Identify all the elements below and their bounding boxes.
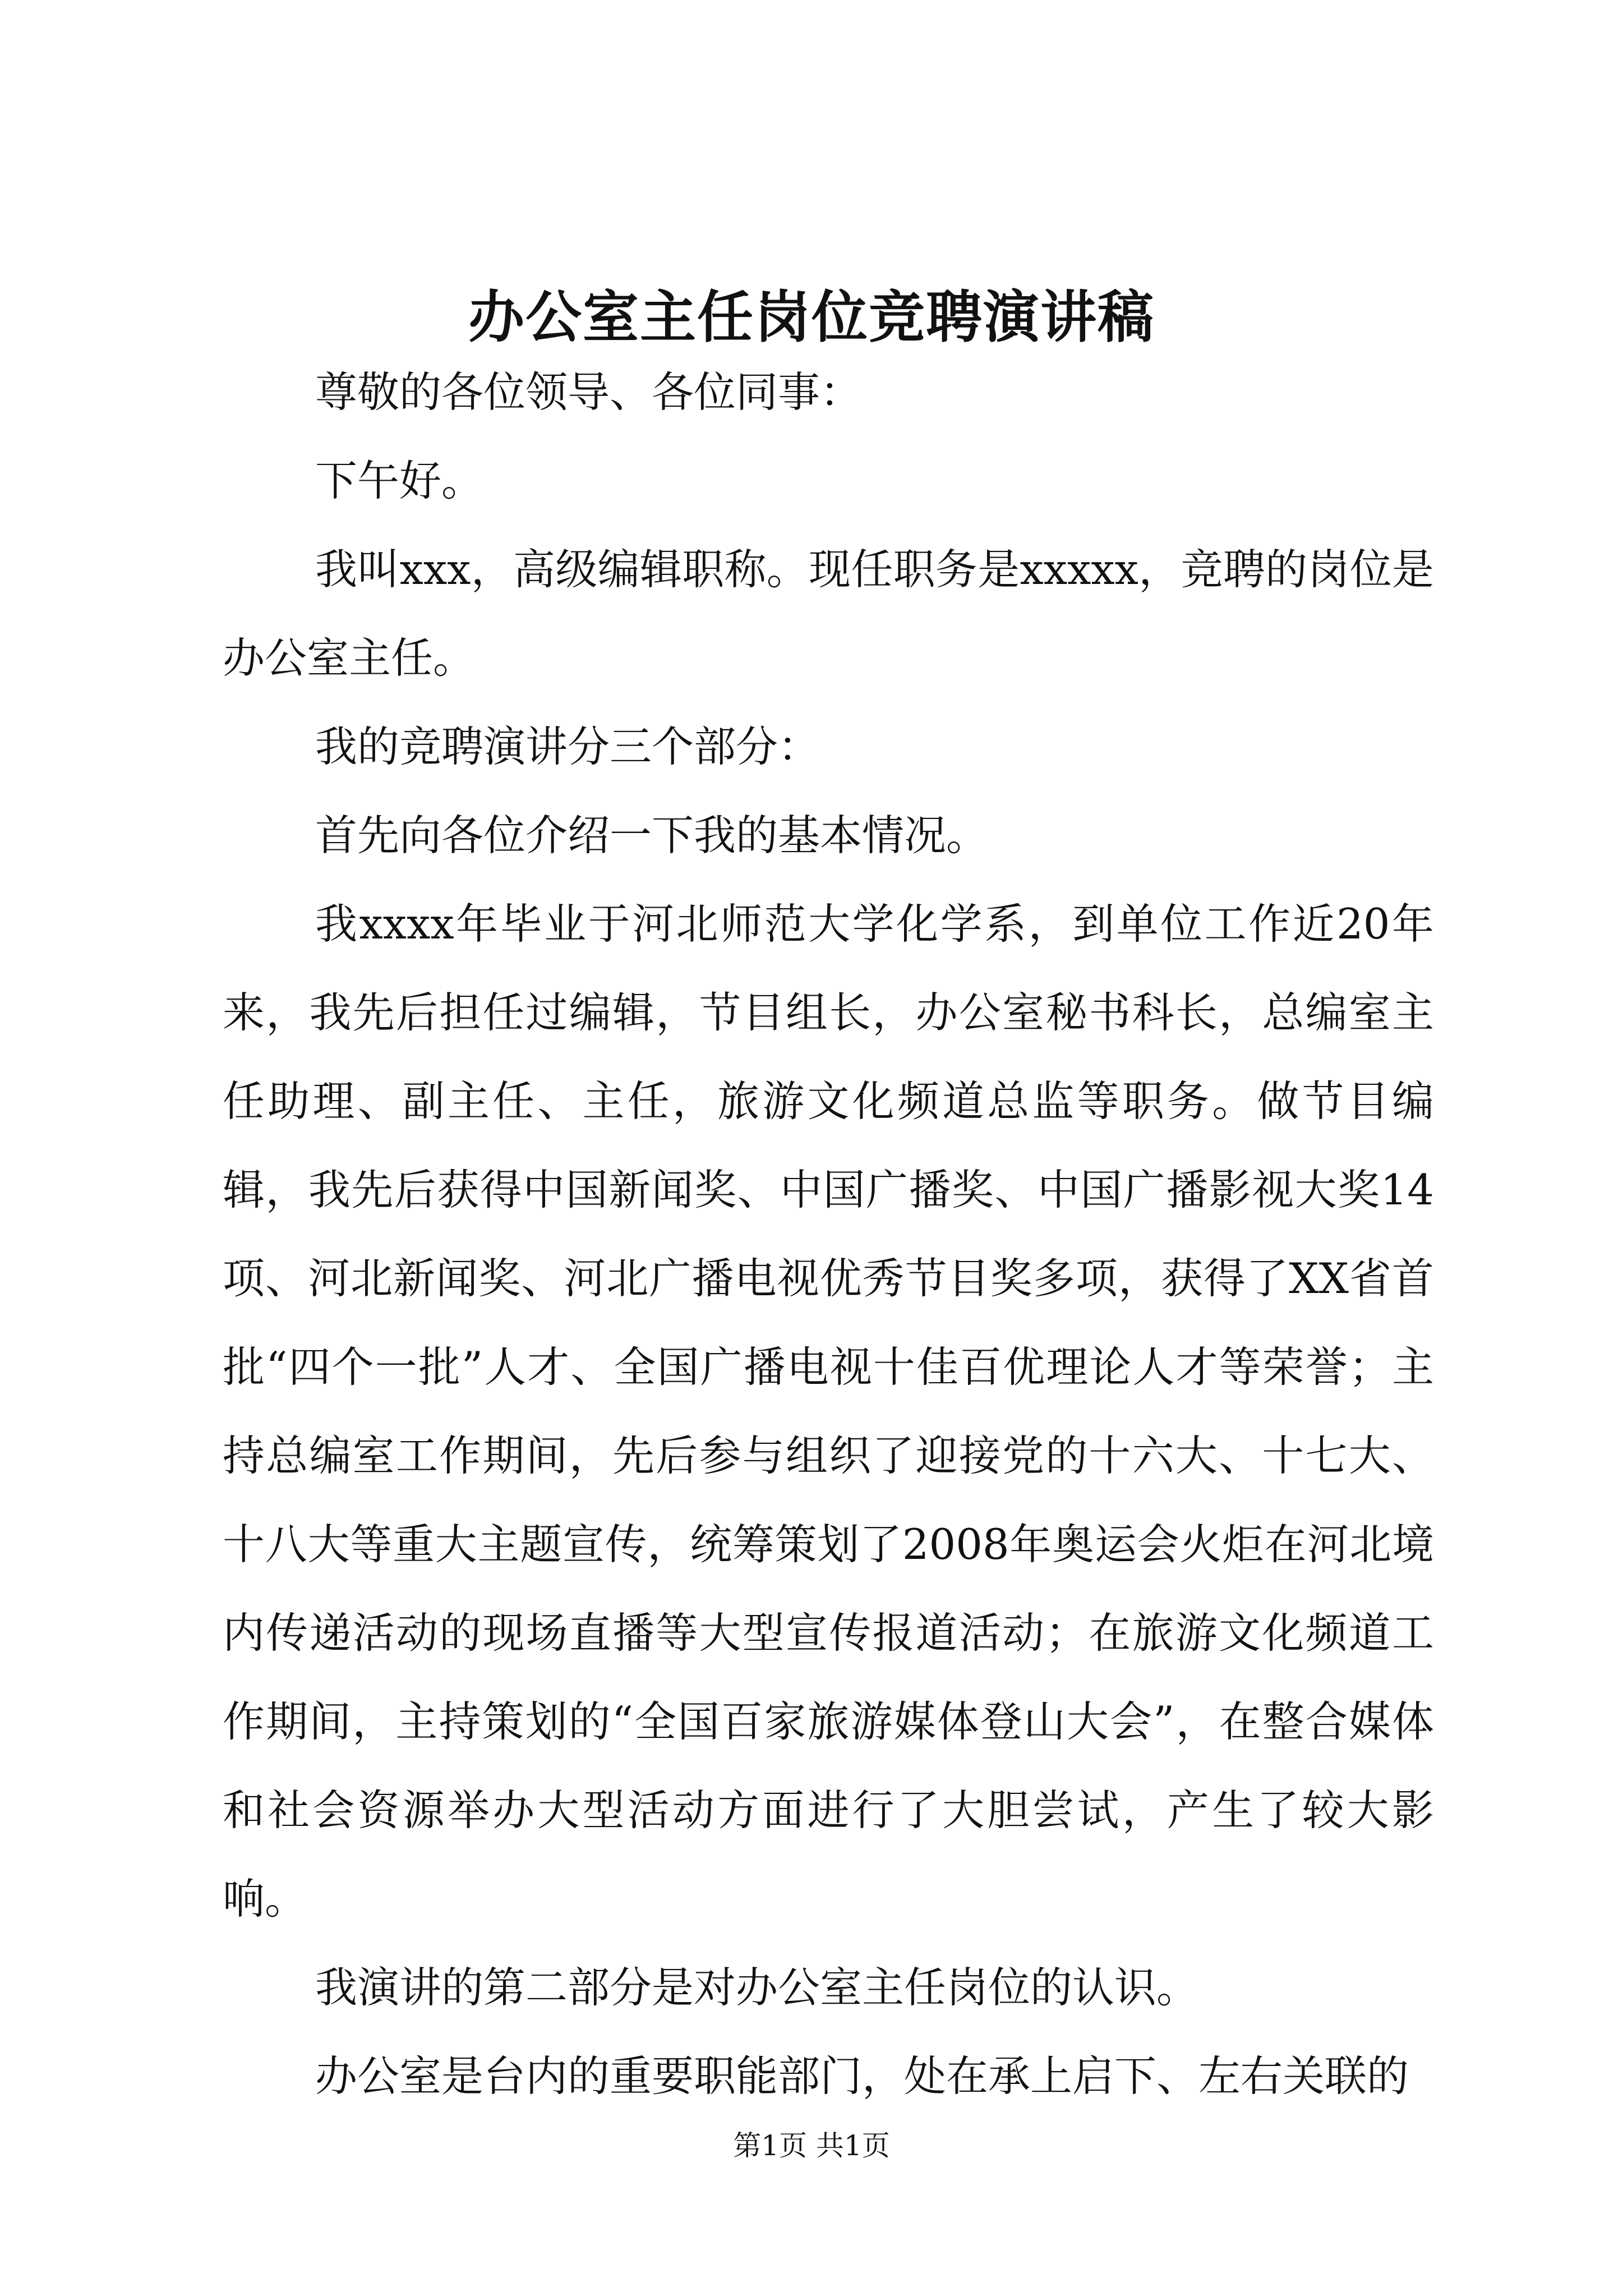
outline-paragraph: 我的竞聘演讲分三个部分：	[315, 722, 820, 771]
document-body	[223, 348, 1434, 2120]
section-two-heading-paragraph: 我演讲的第二部分是对办公室主任岗位的认识。	[315, 1963, 1199, 2012]
greeting-paragraph: 尊敬的各位领导、各位同事：	[315, 367, 863, 417]
salutation-paragraph: 下午好。	[315, 456, 484, 505]
introduction-paragraph: 我叫xxx，高级编辑职称。现任职务是xxxxx，竞聘的岗位是办公室主任。	[223, 545, 1434, 683]
document-title: 办公室主任岗位竞聘演讲稿	[468, 284, 1155, 350]
section-one-heading-paragraph: 首先向各位介绍一下我的基本情况。	[315, 811, 989, 860]
office-role-paragraph: 办公室是台内的重要职能部门，处在承上启下、左右关联的	[315, 2051, 1409, 2101]
page-footer: 第1页 共1页	[733, 2129, 890, 2162]
background-paragraph: 我xxxx年毕业于河北师范大学化学系，到单位工作近20年来，我先后担任过编辑，节目组长，办公室秘书科长，总编室主任助理、副主任、主任，旅游文化频道总监等职务。做节目编辑，我先后获得中国新闻奖、中国广播奖、中国广播影视大奖14项、河北新闻奖、河北广播电视优秀节目奖多项，获得了XX省首批“四个一批”人才、全国广播电视十佳百优理论人才等荣誉；主持总编室工作期间，先后参与组织了迎接党的十六大、十七大、十八大等重大主题宣传，统筹策划了2008年奥运会火炬在河北境内传递活动的现场直播等大型宣传报道活动；在旅游文化频道工作期间，主持策划的“全国百家旅游媒体登山大会”，在整合媒体和社会资源举办大型活动方面进行了大胆尝试，产生了较大影响。	[223, 899, 1434, 1924]
